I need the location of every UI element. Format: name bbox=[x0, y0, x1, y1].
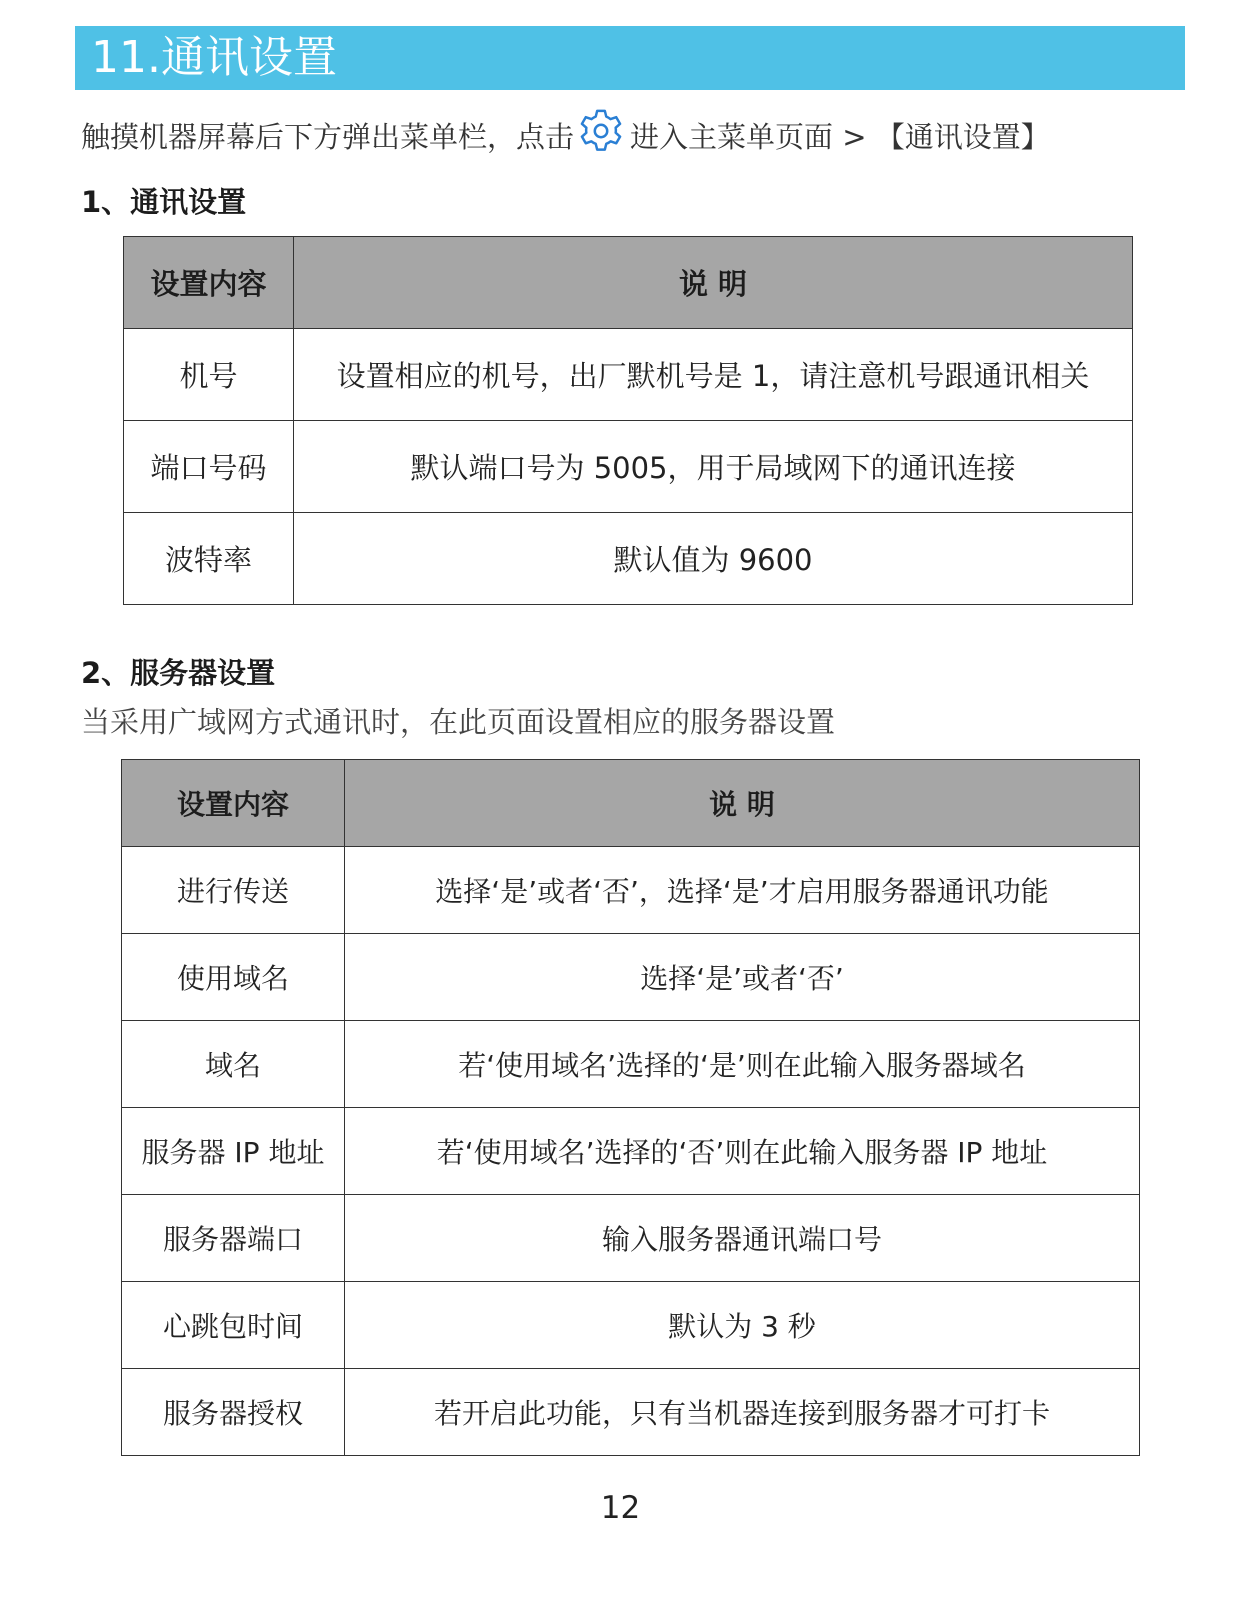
table-row bbox=[124, 421, 1133, 513]
setting-name: 进行传送 bbox=[122, 847, 345, 934]
setting-description: 设置相应的机号，出厂默机号是 1，请注意机号跟通讯相关 bbox=[294, 329, 1133, 421]
setting-description: 若‘使用域名’选择的‘是’则在此输入服务器域名 bbox=[345, 1021, 1140, 1108]
setting-name: 服务器授权 bbox=[122, 1369, 345, 1456]
table-row bbox=[122, 1282, 1140, 1369]
page-title: 11.通讯设置 bbox=[91, 32, 337, 83]
setting-name: 服务器 IP 地址 bbox=[122, 1108, 345, 1195]
setting-description: 默认端口号为 5005，用于局域网下的通讯连接 bbox=[294, 421, 1133, 513]
table-row bbox=[122, 934, 1140, 1021]
setting-description: 若‘使用域名’选择的‘否’则在此输入服务器 IP 地址 bbox=[345, 1108, 1140, 1195]
server-settings-table bbox=[121, 759, 1140, 1456]
setting-name: 域名 bbox=[122, 1021, 345, 1108]
setting-name: 端口号码 bbox=[124, 421, 294, 513]
setting-name: 机号 bbox=[124, 329, 294, 421]
intro-line bbox=[81, 108, 1050, 162]
setting-description: 选择‘是’或者‘否’ bbox=[345, 934, 1140, 1021]
section2-heading: 2、服务器设置 bbox=[81, 656, 276, 690]
section1-heading: 1、通讯设置 bbox=[81, 185, 247, 219]
section-title-bar bbox=[75, 26, 1185, 90]
table-row bbox=[124, 513, 1133, 605]
table-header-row bbox=[122, 760, 1140, 847]
setting-description: 默认值为 9600 bbox=[294, 513, 1133, 605]
table-header-row bbox=[124, 237, 1133, 329]
table-row bbox=[124, 329, 1133, 421]
gear-icon bbox=[578, 108, 624, 154]
setting-name: 心跳包时间 bbox=[122, 1282, 345, 1369]
setting-name: 服务器端口 bbox=[122, 1195, 345, 1282]
header-setting: 设置内容 bbox=[124, 237, 294, 329]
setting-description: 选择‘是’或者‘否’，选择‘是’才启用服务器通讯功能 bbox=[345, 847, 1140, 934]
table-row bbox=[122, 1195, 1140, 1282]
setting-name: 波特率 bbox=[124, 513, 294, 605]
header-description: 说 明 bbox=[345, 760, 1140, 847]
page-number: 12 bbox=[600, 1490, 641, 1526]
header-setting: 设置内容 bbox=[122, 760, 345, 847]
table-row bbox=[122, 1108, 1140, 1195]
setting-description: 若开启此功能，只有当机器连接到服务器才可打卡 bbox=[345, 1369, 1140, 1456]
table-row bbox=[122, 1021, 1140, 1108]
intro-text-before: 触摸机器屏幕后下方弹出菜单栏，点击 bbox=[81, 119, 575, 154]
table-row bbox=[122, 847, 1140, 934]
section2-description: 当采用广域网方式通讯时，在此页面设置相应的服务器设置 bbox=[81, 705, 836, 739]
setting-description: 默认为 3 秒 bbox=[345, 1282, 1140, 1369]
setting-description: 输入服务器通讯端口号 bbox=[345, 1195, 1140, 1282]
intro-text-after: 进入主菜单页面 > 【通讯设置】 bbox=[630, 119, 1050, 154]
setting-name: 使用域名 bbox=[122, 934, 345, 1021]
communication-settings-table bbox=[123, 236, 1133, 605]
table-row bbox=[122, 1369, 1140, 1456]
header-description: 说 明 bbox=[294, 237, 1133, 329]
